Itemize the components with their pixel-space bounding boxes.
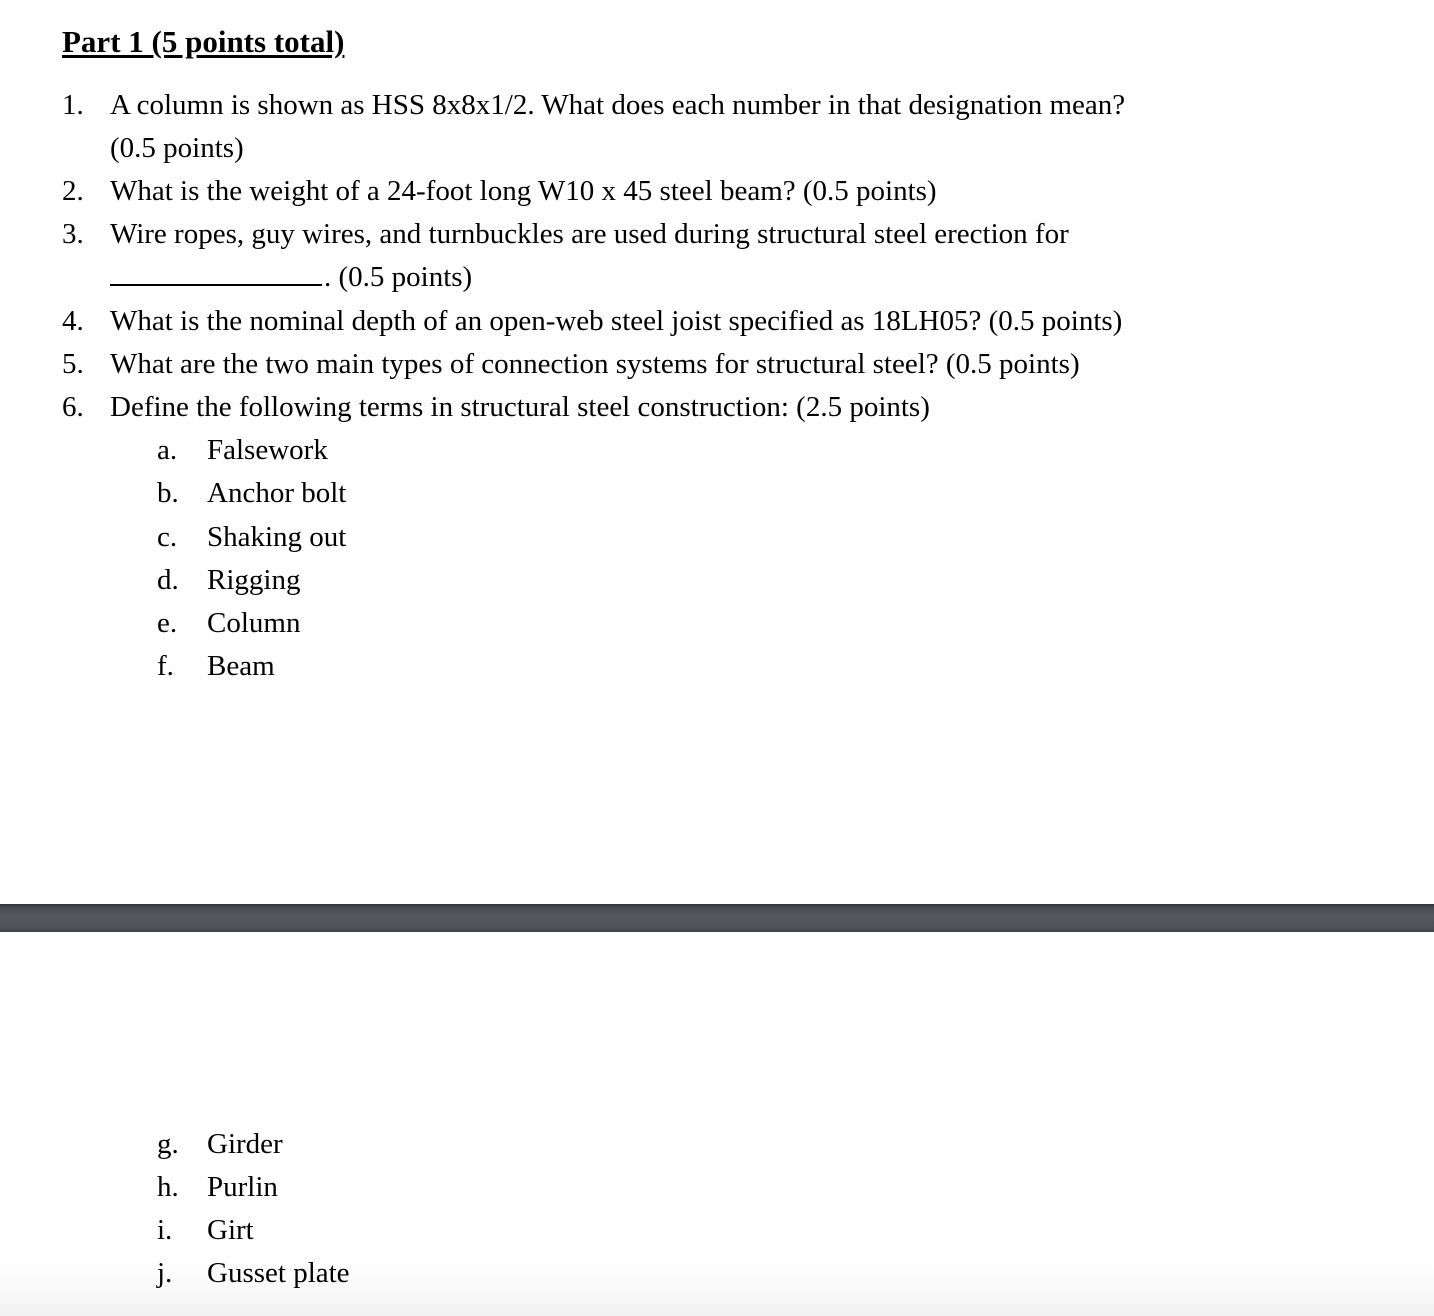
term-text: Falsework	[207, 434, 328, 466]
question-text: What is the nominal depth of an open-web steel joist specified as 18LH05? (0.5 points)	[110, 305, 1123, 337]
question-text: A column is shown as HSS 8x8x1/2. What does each number in that designation mean?	[110, 89, 1126, 121]
question-number: 4.	[62, 305, 84, 337]
term-letter: d.	[157, 564, 179, 596]
question-text: Define the following terms in structural steel construction: (2.5 points)	[110, 391, 930, 423]
answer-blank	[110, 260, 322, 286]
question-number: 5.	[62, 348, 84, 380]
term-letter: c.	[157, 521, 178, 553]
part-heading: Part 1 (5 points total)	[62, 24, 345, 59]
term-letter: i.	[157, 1214, 173, 1246]
term-text: Shaking out	[207, 521, 347, 553]
document-page-2	[0, 932, 1434, 1316]
term-letter: b.	[157, 477, 179, 509]
question-number: 6.	[62, 391, 84, 423]
term-letter: j.	[157, 1257, 173, 1289]
term-text: Anchor bolt	[207, 477, 347, 509]
question-text: What are the two main types of connection systems for structural steel? (0.5 points)	[110, 348, 1080, 380]
term-letter: h.	[157, 1171, 179, 1203]
question-text: What is the weight of a 24-foot long W10 x 45 steel beam? (0.5 points)	[110, 175, 937, 207]
term-letter: e.	[157, 607, 178, 639]
term-text: Rigging	[207, 564, 301, 596]
term-text: Beam	[207, 650, 275, 682]
term-letter: g.	[157, 1128, 179, 1160]
term-text: Girder	[207, 1128, 283, 1160]
question-points: . (0.5 points)	[324, 261, 473, 293]
question-number: 3.	[62, 218, 84, 250]
question-points: (0.5 points)	[110, 132, 244, 164]
page-break-separator	[0, 904, 1434, 932]
term-text: Girt	[207, 1214, 254, 1246]
term-text: Column	[207, 607, 301, 639]
term-letter: a.	[157, 434, 178, 466]
fill-in-blank-line	[110, 259, 472, 295]
term-text: Purlin	[207, 1171, 278, 1203]
question-text: Wire ropes, guy wires, and turnbuckles are used during structural steel erection for	[110, 218, 1069, 250]
question-number: 2.	[62, 175, 84, 207]
term-text: Gusset plate	[207, 1257, 350, 1289]
question-number: 1.	[62, 89, 84, 121]
term-letter: f.	[157, 650, 174, 682]
